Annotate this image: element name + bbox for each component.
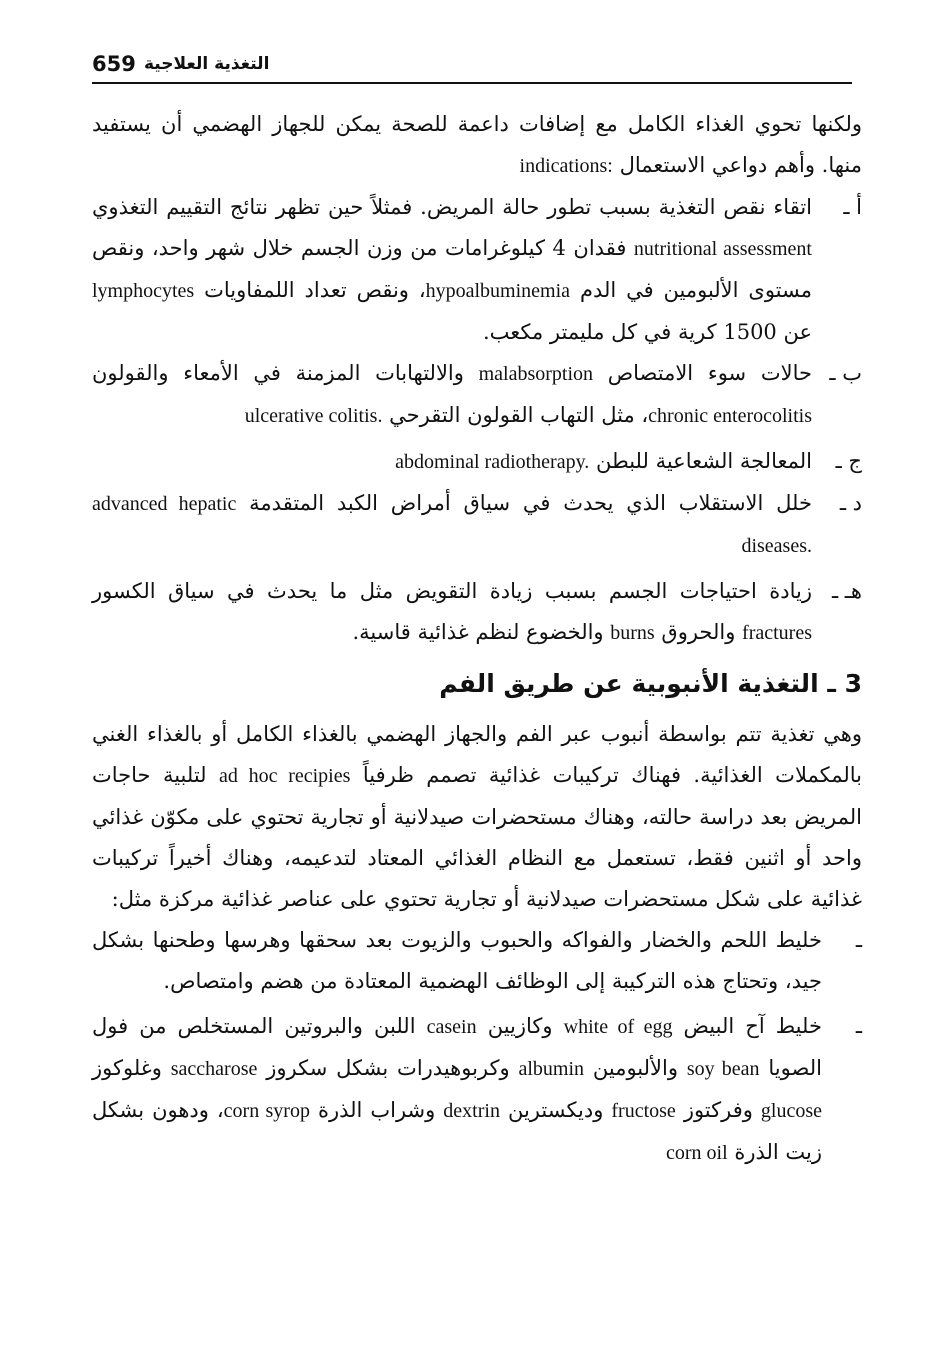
bullet-item xyxy=(92,920,862,1002)
latin-term: fractures xyxy=(742,622,812,644)
text-run: زيادة احتياجات الجسم بسبب زيادة التقويض مثل ما يحدث في سياق الكسور xyxy=(92,579,812,603)
bullet-item xyxy=(92,1006,862,1174)
text-run: وفركتوز xyxy=(683,1098,753,1122)
latin-term: saccharose xyxy=(170,1058,258,1080)
latin-term: corn oil xyxy=(665,1142,728,1164)
latin-term: advanced hepatic diseases. xyxy=(92,493,812,557)
text-run: وكربوهيدرات بشكل سكروز xyxy=(266,1056,510,1080)
text-run: والالتهابات المزمنة في الأمعاء والقولون xyxy=(92,361,464,385)
latin-term: corn syrop xyxy=(223,1100,310,1122)
item-marker: أ ـ xyxy=(843,195,862,219)
indication-b xyxy=(92,353,862,437)
item-text xyxy=(92,441,812,483)
text-run: عن 1500 كرية في كل مليمتر مكعب. xyxy=(482,320,812,344)
indication-c xyxy=(92,441,862,483)
text-run: وديكسترين xyxy=(507,1098,604,1122)
latin-term: glucose xyxy=(760,1100,822,1122)
latin-term: albumin xyxy=(518,1058,585,1080)
text-run: والحروق xyxy=(661,620,736,644)
latin-term: abdominal radiotherapy. xyxy=(395,451,590,473)
item-marker: هـ ـ xyxy=(831,579,862,603)
indication-d xyxy=(92,483,862,567)
latin-term: ulcerative colitis. xyxy=(244,405,383,427)
text-run: خلل الاستقلاب الذي يحدث في سياق أمراض الكبد المتقدمة xyxy=(249,491,812,515)
latin-term: dextrin xyxy=(443,1100,500,1122)
text-run: والخضوع لنظم غذائية قاسية. xyxy=(352,620,604,644)
section-paragraph xyxy=(92,714,862,920)
item-marker: ب ـ xyxy=(829,361,862,385)
item-text xyxy=(92,353,812,437)
item-text xyxy=(92,483,812,567)
text-run: ، مثل التهاب القولون التقرحي xyxy=(389,403,649,427)
latin-term: hypoalbuminemia xyxy=(425,280,571,302)
latin-term: chronic enterocolitis xyxy=(648,405,812,427)
text-run: خليط آح البيض xyxy=(683,1014,822,1038)
item-text xyxy=(92,187,812,353)
latin-term: burns xyxy=(610,622,655,644)
text-run: اتقاء نقص التغذية بسبب تطور حالة المريض. فمثلاً حين تظهر نتائج التقييم التغذوي xyxy=(92,195,812,219)
text-run: وكازيين xyxy=(487,1014,553,1038)
item-marker: ـ xyxy=(855,928,862,952)
page-header xyxy=(92,50,852,84)
text-run: فقدان 4 كيلوغرامات من وزن الجسم خلال شهر واحد، ونقص مستوى الألبومين في الدم xyxy=(92,236,812,302)
indication-e xyxy=(92,571,862,654)
latin-term: malabsorption xyxy=(478,363,594,385)
intro-term: indications: xyxy=(519,155,613,177)
text-run: ، ودهون بشكل زيت الذرة xyxy=(92,1098,822,1164)
text-run: لتلبية حاجات المريض بعد دراسة حالته، وهناك مستحضرات صيدلانية أو تجارية تحتوي على مكوّن غذائي واحد أو اثنين فقط، تستعمل مع النظام الغذائي المعتاد لتدعيمه، وهناك أخيراً تركيبات غذائية على شكل مستحضرات صيدلانية أو تجارية تحتوي على عناصر غذائية مركزة مثل: xyxy=(92,763,862,911)
text-run: خليط اللحم والخضار والفواكه والحبوب والزيوت بعد سحقها وهرسها وطحنها بشكل جيد، وتحتاج هذه التركيبة إلى الوظائف الهضمية المعتادة من هضم وامتصاص. xyxy=(92,928,822,993)
latin-term: fructose xyxy=(611,1100,676,1122)
item-marker: د ـ xyxy=(839,491,862,515)
latin-term: soy bean xyxy=(686,1058,760,1080)
item-marker: ج ـ xyxy=(835,449,862,473)
text-run: والألبومين xyxy=(592,1056,678,1080)
text-run: وغلوكوز xyxy=(92,1056,162,1080)
text-run: اللبن والبروتين المستخلص من فول الصويا xyxy=(92,1014,822,1080)
latin-term: ad hoc recipies xyxy=(218,765,351,787)
text-run: وهي تغذية تتم بواسطة أنبوب عبر الفم والجهاز الهضمي بالغذاء الكامل أو بالغذاء الغني بالمكملات الغذائية. فهناك تركيبات غذائية تصمم ظرفياً xyxy=(92,722,862,787)
item-text xyxy=(92,920,822,1002)
page-number: 659 xyxy=(92,52,136,76)
text-run: حالات سوء الامتصاص xyxy=(607,361,812,385)
text-run: وشراب الذرة xyxy=(317,1098,436,1122)
item-marker: ـ xyxy=(855,1014,862,1038)
text-run: المعالجة الشعاعية للبطن xyxy=(596,449,812,473)
page-body xyxy=(92,104,862,1174)
intro-paragraph xyxy=(92,104,862,187)
section-heading: 3 ـ التغذية الأنبوبية عن طريق الفم xyxy=(439,669,862,698)
latin-term: nutritional assessment xyxy=(633,238,812,260)
item-text xyxy=(92,1006,822,1174)
indication-a xyxy=(92,187,862,353)
latin-term: lymphocytes xyxy=(92,280,195,302)
running-title: التغذية العلاجية xyxy=(144,54,270,74)
item-text xyxy=(92,571,812,654)
intro-text: ولكنها تحوي الغذاء الكامل مع إضافات داعمة للصحة يمكن للجهاز الهضمي أن يستفيد منها. وأهم دواعي الاستعمال xyxy=(92,112,862,177)
text-run: ، ونقص تعداد اللمفاويات xyxy=(204,278,426,302)
latin-term: casein xyxy=(426,1016,477,1038)
latin-term: white of egg xyxy=(563,1016,673,1038)
